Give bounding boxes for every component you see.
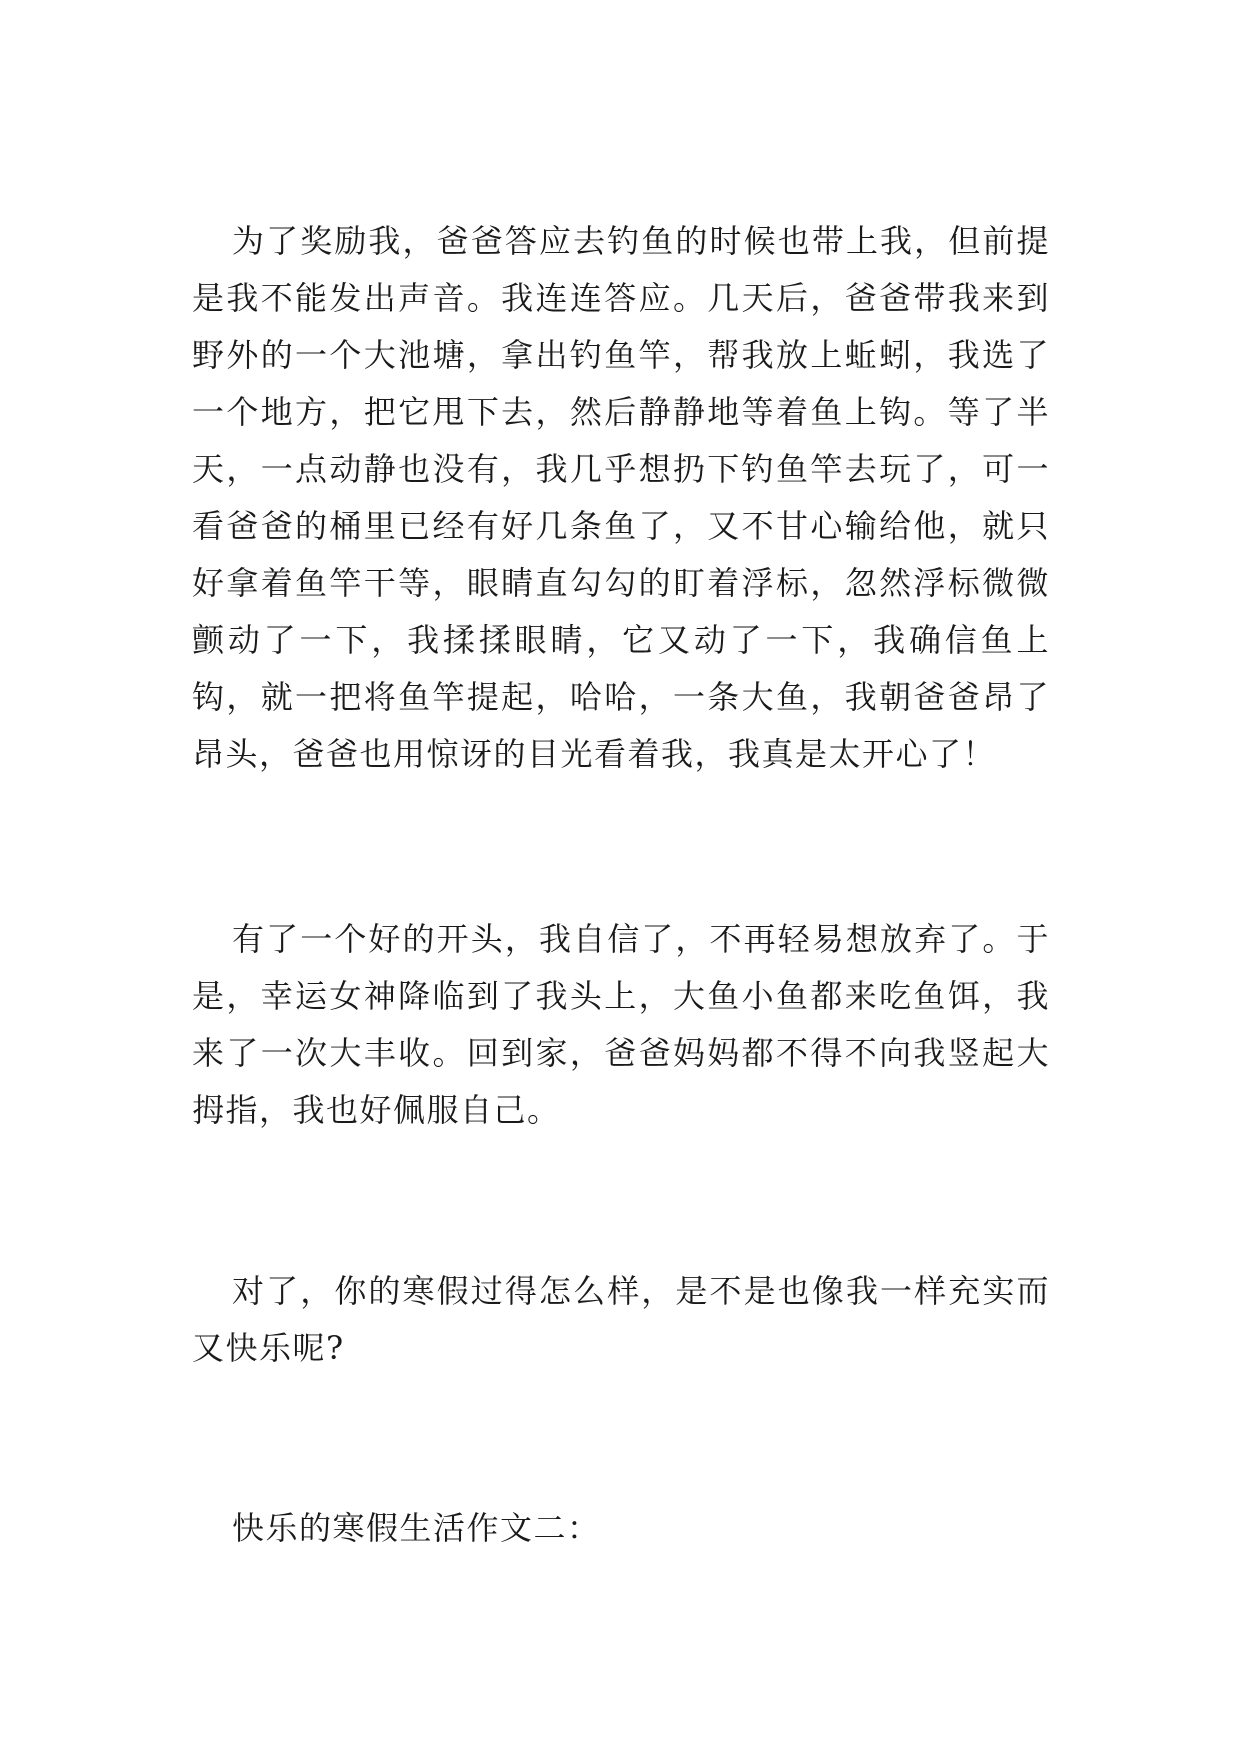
paragraph-question-to-reader: 对了，你的寒假过得怎么样，是不是也像我一样充实而又快乐呢?	[192, 1272, 1050, 1367]
paragraph-fishing-reward: 为了奖励我，爸爸答应去钓鱼的时候也带上我，但前提是我不能发出声音。我连连答应。几天后，爸爸带我来到野外的一个大池塘，拿出钓鱼竿，帮我放上蚯蚓，我选了一个地方，把它甩下去，然后静静地等着鱼上钩。等了半天，一点动静也没有，我几乎想扔下钓鱼竿去玩了，可一看爸爸的桶里已经有好几条鱼了，又不甘心输给他，就只好拿着鱼竿干等，眼睛直勾勾的盯着浮标，忽然浮标微微颤动了一下，我揉揉眼睛，它又动了一下，我确信鱼上钩，就一把将鱼竿提起，哈哈，一条大鱼，我朝爸爸昂了昂头，爸爸也用惊讶的目光看着我，我真是太开心了！	[192, 222, 1050, 773]
section-heading-essay-two: 快乐的寒假生活作文二：	[232, 1509, 601, 1547]
paragraph-good-start: 有了一个好的开头，我自信了，不再轻易想放弃了。于是，幸运女神降临到了我头上，大鱼小鱼都来吃鱼饵，我来了一次大丰收。回到家，爸爸妈妈都不得不向我竖起大拇指，我也好佩服自己。	[192, 920, 1050, 1129]
